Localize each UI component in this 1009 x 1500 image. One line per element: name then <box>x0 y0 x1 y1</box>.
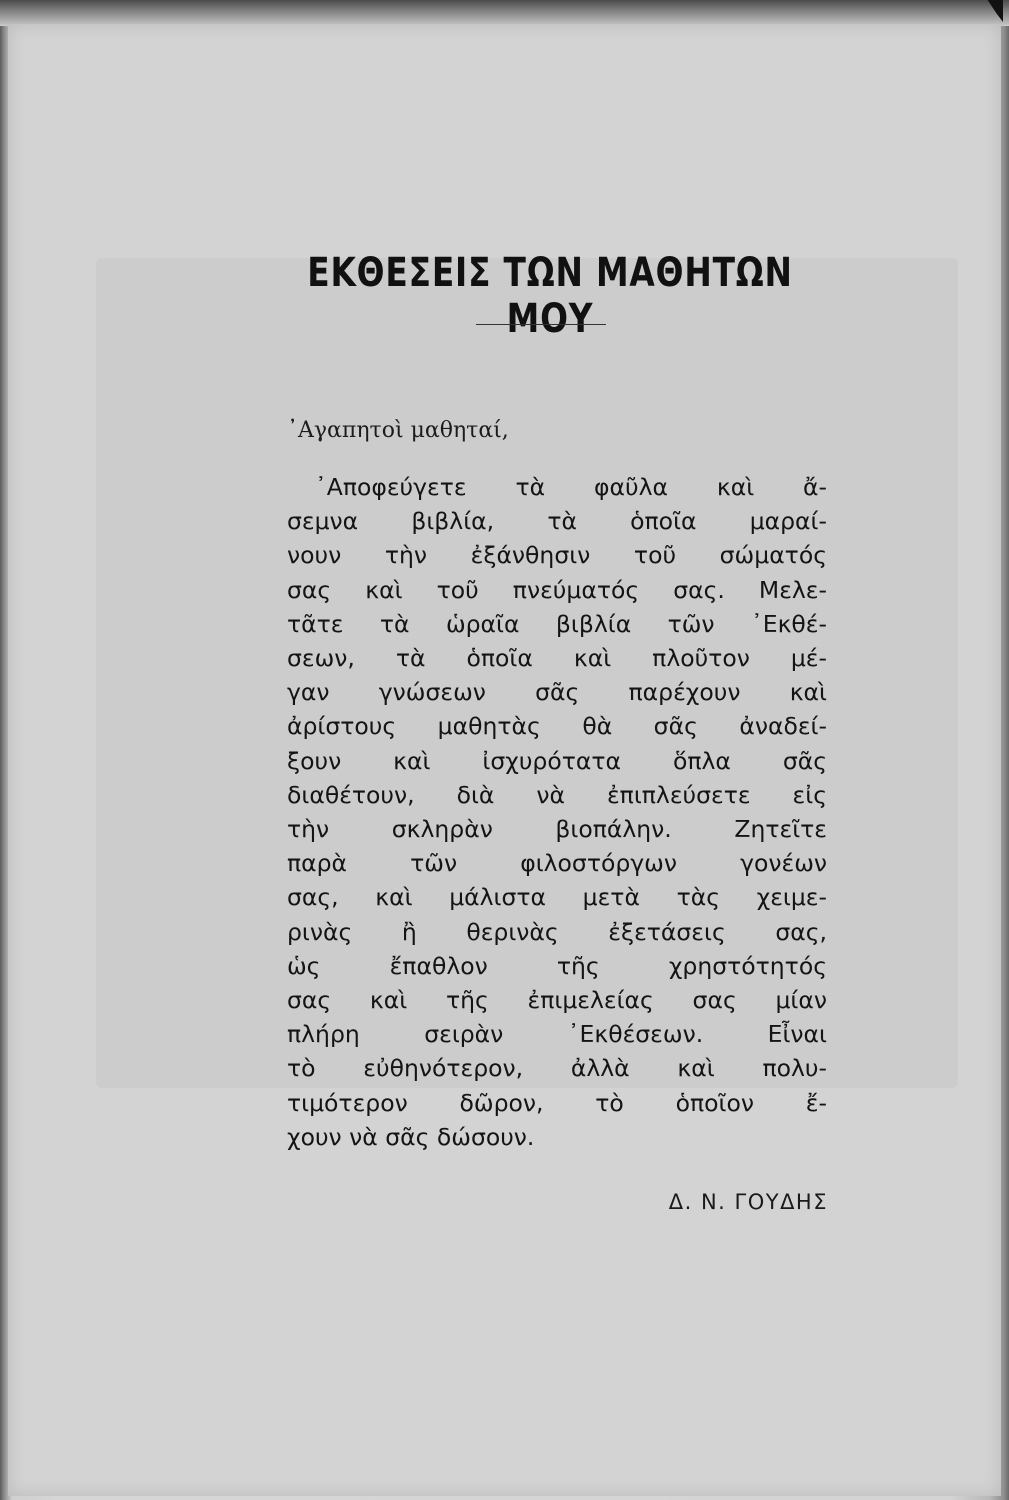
body-line: τὴν σκληρὰν βιοπάλην. Ζητεῖτε <box>287 815 827 844</box>
body-line: τιμότερον δῶρον, τὸ ὁποῖον ἔ- <box>287 1088 827 1117</box>
body-line: διαθέτουν, διὰ νὰ ἐπιπλεύσετε εἰς <box>287 780 827 809</box>
body-paragraph <box>287 470 827 1154</box>
body-line: χουν νὰ σᾶς δώσουν. <box>287 1122 535 1151</box>
body-line: νουν τὴν ἐξάνθησιν τοῦ σώματός <box>287 541 827 570</box>
title-divider <box>476 324 606 325</box>
body-line: παρὰ τῶν φιλοστόργων γονέων <box>287 849 827 878</box>
body-line: σεων, τὰ ὁποῖα καὶ πλοῦτον μέ- <box>287 644 827 673</box>
body-line: τᾶτε τὰ ὡραῖα βιβλία τῶν ᾿Εκθέ- <box>287 609 827 638</box>
body-line: τὸ εὐθηνότερον, ἀλλὰ καὶ πολυ- <box>287 1054 827 1083</box>
book-top-edge <box>0 0 1009 26</box>
body-line: σας, καὶ μάλιστα μετὰ τὰς χειμε- <box>287 883 827 912</box>
body-line: ᾿Αποφεύγετε τὰ φαῦλα καὶ ἄ- <box>315 473 827 501</box>
body-line: γαν γνώσεων σᾶς παρέχουν καὶ <box>287 678 827 707</box>
body-line: σας καὶ τοῦ πνεύματός σας. Μελε- <box>287 575 827 604</box>
body-line: σας καὶ τῆς ἐπιμελείας σας μίαν <box>287 986 827 1015</box>
body-line: πλήρη σειρὰν ᾿Εκθέσεων. Εἶναι <box>287 1020 827 1049</box>
body-line: ἀρίστους μαθητὰς θὰ σᾶς ἀναδεί- <box>287 712 827 741</box>
author-signature: Δ. Ν. ΓΟΥΔΗΣ <box>668 1190 828 1214</box>
salutation: ᾿Αγαπητοὶ μαθηταί, <box>287 418 509 443</box>
page-title: ΕΚΘΕΣΕΙΣ ΤΩΝ ΜΑΘΗΤΩΝ ΜΟΥ <box>307 250 793 342</box>
body-line: ξουν καὶ ἰσχυρότατα ὅπλα σᾶς <box>287 746 827 775</box>
body-line: σεμνα βιβλία, τὰ ὁποῖα μαραί- <box>287 507 827 536</box>
body-line: ρινὰς ἢ θερινὰς ἐξετάσεις σας, <box>287 917 827 946</box>
body-line: ὡς ἔπαθλον τῆς χρηστότητός <box>287 951 827 980</box>
